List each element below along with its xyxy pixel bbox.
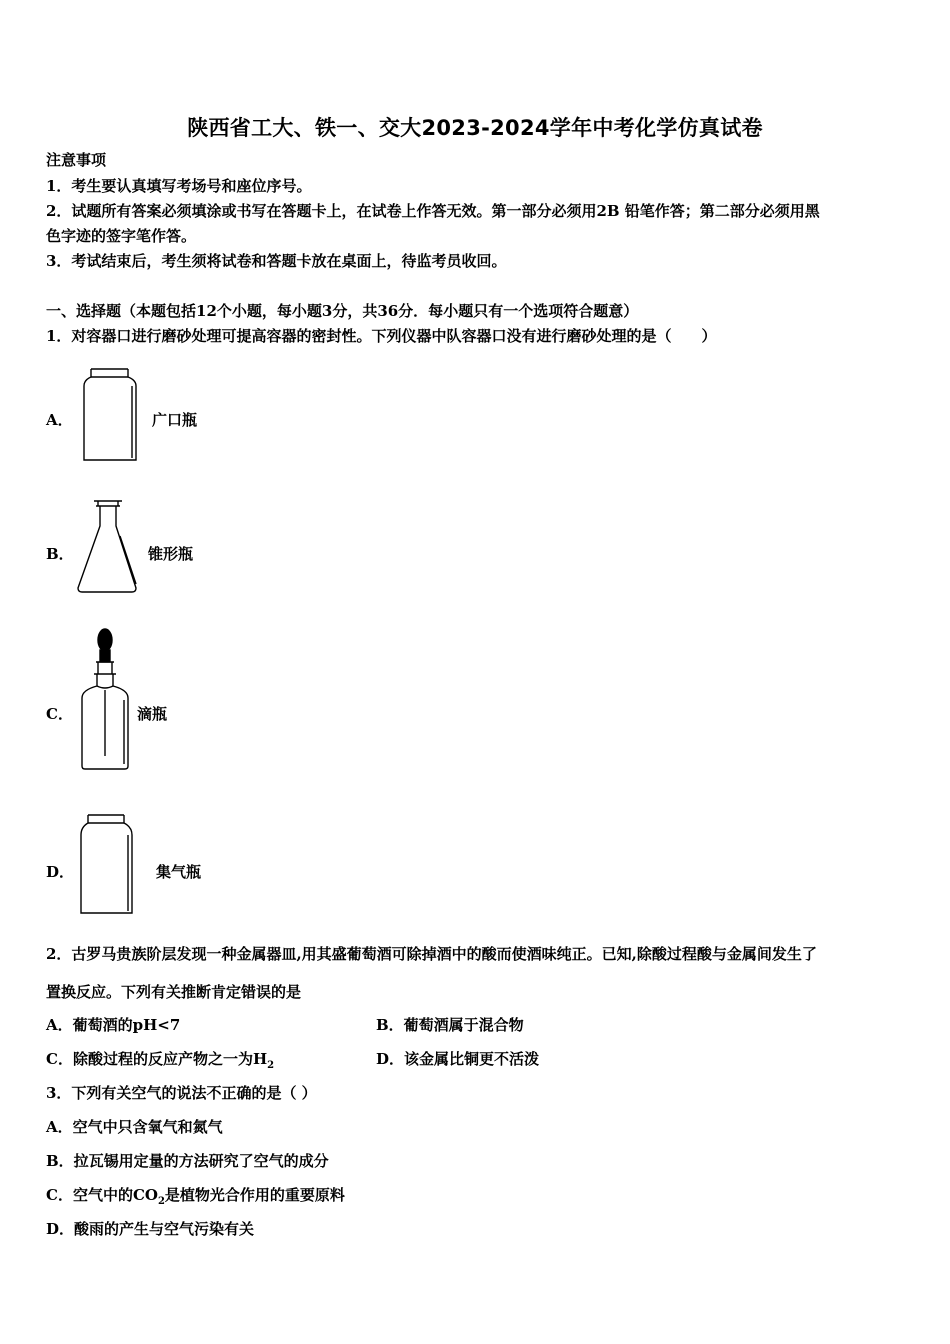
- q3-option-d[interactable]: D．酸雨的产生与空气污染有关: [46, 1220, 255, 1238]
- notice-item-3: 3．考试结束后，考生须将试卷和答题卡放在桌面上，待监考员收回。: [46, 252, 507, 270]
- q1-option-b-letter[interactable]: B．: [46, 545, 74, 563]
- section-heading: 一、选择题（本题包括12个小题，每小题3分，共36分．每小题只有一个选项符合题意）: [46, 302, 639, 320]
- q2-option-d[interactable]: D．该金属比铜更不活泼: [376, 1050, 540, 1068]
- notice-item-2: 2．试题所有答案必须填涂或书写在答题卡上，在试卷上作答无效。第一部分必须用2B 铅笔作答；第二部分必须用黑: [46, 202, 820, 220]
- question-3-stem: 3．下列有关空气的说法不正确的是（ ）: [46, 1084, 317, 1102]
- question-1-stem: 1．对容器口进行磨砂处理可提高容器的密封性。下列仪器中队容器口没有进行磨砂处理的是（ ）: [46, 327, 717, 345]
- question-2-stem-line2: 置换反应。下列有关推断肯定错误的是: [46, 983, 302, 1001]
- notice-item-2-cont: 色字迹的签字笔作答。: [46, 227, 197, 245]
- q2-option-a[interactable]: A．葡萄酒的pH<7: [46, 1016, 181, 1034]
- wide-mouth-bottle-icon: [80, 368, 140, 464]
- q3-option-a[interactable]: A．空气中只含氧气和氮气: [46, 1118, 223, 1136]
- q3-option-c-subscript: 2: [157, 1196, 165, 1207]
- q3-option-c-text: C．空气中的CO: [46, 1186, 158, 1204]
- q3-option-b[interactable]: B．拉瓦锡用定量的方法研究了空气的成分: [46, 1152, 329, 1170]
- q2-option-c-subscript: 2: [267, 1060, 275, 1071]
- q1-option-d-label: 集气瓶: [156, 863, 202, 881]
- q2-option-c-text: C．除酸过程的反应产物之一为H: [46, 1050, 268, 1068]
- q1-option-b-label: 锥形瓶: [148, 545, 194, 563]
- q1-option-d-letter[interactable]: D．: [46, 863, 75, 881]
- notice-heading: 注意事项: [46, 151, 107, 169]
- notice-item-1: 1．考生要认真填写考场号和座位序号。: [46, 177, 312, 195]
- conical-flask-icon: [76, 500, 138, 594]
- page-title: 陕西省工大、铁一、交大2023-2024学年中考化学仿真试卷: [187, 116, 763, 140]
- q1-option-c-letter[interactable]: C．: [46, 705, 73, 723]
- q2-option-c[interactable]: [46, 1049, 274, 1076]
- dropper-bottle-icon: [78, 628, 134, 772]
- q3-option-c-text-tail: 是植物光合作用的重要原料: [164, 1186, 345, 1204]
- q1-option-a-letter[interactable]: A．: [46, 411, 73, 429]
- q1-option-a-label: 广口瓶: [152, 411, 198, 429]
- gas-jar-icon: [78, 813, 136, 917]
- question-2-stem-line1: 2．古罗马贵族阶层发现一种金属器皿,用其盛葡萄酒可除掉酒中的酸而使酒味纯正。已知,除酸过程酸与金属间发生了: [46, 945, 817, 963]
- q2-option-b[interactable]: B．葡萄酒属于混合物: [376, 1016, 524, 1034]
- q1-option-c-label: 滴瓶: [137, 705, 168, 723]
- q3-option-c[interactable]: [46, 1185, 345, 1212]
